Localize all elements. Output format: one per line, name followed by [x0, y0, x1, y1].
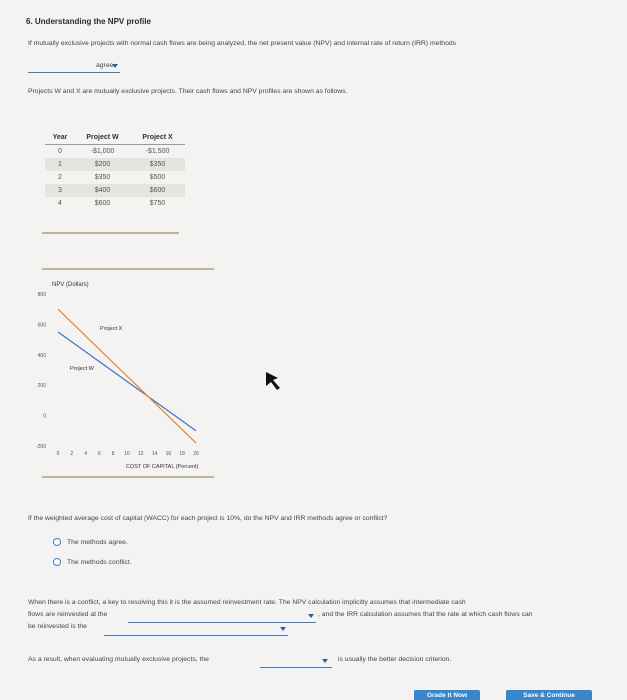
- series-line-project-w: [58, 332, 196, 431]
- column-header: Project W: [75, 134, 130, 145]
- x-tick-label: 6: [98, 451, 101, 457]
- x-tick-label: 14: [151, 451, 158, 457]
- x-tick-label: 16: [165, 451, 172, 457]
- result-suffix: is usually the better decision criterion.: [338, 656, 452, 663]
- conflict-line-2a: flows are reinvested at the: [28, 611, 108, 618]
- x-tick-label: 12: [138, 451, 144, 457]
- cursor-icon: [266, 372, 282, 392]
- chevron-down-icon: [280, 627, 286, 631]
- x-tick-label: 2: [70, 451, 74, 457]
- chevron-down-icon: [322, 659, 328, 663]
- reinvest-npv-dropdown[interactable]: [128, 611, 316, 623]
- series-line-project-x: [58, 309, 196, 443]
- conflict-line-3: be reinvested is the: [28, 623, 87, 630]
- x-tick-label: 8: [111, 451, 115, 457]
- npv-profile-chart: [30, 272, 230, 472]
- divider: [42, 476, 214, 478]
- conflict-line-2b: , and the IRR calculation assumes that the rate at which cash flows can: [318, 611, 533, 618]
- table-cell: $200: [75, 158, 130, 171]
- table-cell: -$1,000: [90, 147, 115, 155]
- option-label: The methods agree.: [67, 538, 128, 546]
- question-text: If the weighted average cost of capital (WACC) for each project is 10%, do the NPV and IRR methods agree or conflict?: [28, 515, 388, 522]
- y-tick-label: -200: [35, 444, 46, 450]
- grade-button[interactable]: Grade It Now: [414, 690, 480, 700]
- section-title: 6. Understanding the NPV profile: [26, 17, 151, 26]
- table-cell: $500: [149, 173, 166, 181]
- x-axis-label: COST OF CAPITAL (Percent): [126, 464, 199, 470]
- y-tick-label: 400: [37, 352, 46, 359]
- divider: [42, 268, 214, 270]
- x-tick-label: 18: [179, 451, 185, 457]
- intro-suffix: agree.: [96, 62, 116, 69]
- table-header-row: [45, 134, 185, 145]
- divider: [42, 232, 179, 234]
- option-agree[interactable]: [53, 538, 128, 546]
- table-cell: -$1,500: [145, 147, 170, 155]
- y-tick-label: 0: [43, 413, 46, 420]
- radio-button[interactable]: [53, 558, 61, 566]
- x-tick-label: 4: [84, 451, 87, 457]
- table-cell: 3: [45, 184, 75, 197]
- option-label: The methods conflict.: [67, 558, 132, 566]
- y-tick-label: 800: [37, 292, 46, 298]
- table-cell: 1: [45, 158, 75, 171]
- table-row: [45, 171, 185, 184]
- x-tick-label: 0: [56, 451, 60, 457]
- x-tick-label: 20: [193, 451, 199, 457]
- cash-flow-table: [45, 134, 185, 210]
- table-cell: 2: [58, 173, 62, 181]
- criterion-dropdown[interactable]: [260, 656, 332, 668]
- y-axis-label: NPV (Dollars): [52, 282, 89, 288]
- table-cell: $350: [130, 158, 185, 171]
- table-row: [45, 197, 185, 210]
- column-header: Project X: [130, 134, 185, 145]
- project-x-label: Project X: [100, 326, 123, 332]
- table-cell: $400: [75, 184, 130, 197]
- option-conflict[interactable]: [53, 558, 132, 566]
- column-header: Year: [45, 134, 75, 145]
- y-tick-label: 600: [37, 322, 46, 329]
- y-tick-label: 200: [37, 383, 46, 390]
- table-row: [45, 184, 185, 197]
- table-row: [45, 158, 185, 171]
- chevron-down-icon: [308, 614, 314, 618]
- project-w-label: Project W: [70, 366, 94, 372]
- x-tick-label: 10: [124, 451, 130, 457]
- table-row: [45, 145, 185, 158]
- reinvest-irr-dropdown[interactable]: [104, 624, 288, 636]
- radio-button[interactable]: [53, 538, 61, 546]
- intro-text: If mutually exclusive projects with normal cash flows are being analyzed, the net present value (NPV) and internal rate of return (IRR) methods: [28, 40, 457, 47]
- table-cell: $350: [94, 173, 111, 181]
- projects-text: Projects W and X are mutually exclusive projects. Their cash flows and NPV profiles are shown as follows.: [28, 88, 348, 95]
- table-cell: $750: [149, 199, 166, 207]
- result-prefix: As a result, when evaluating mutually exclusive projects, the: [28, 656, 209, 663]
- table-cell: $600: [130, 184, 185, 197]
- table-cell: 4: [58, 199, 62, 207]
- save-continue-button[interactable]: Save & Continue: [506, 690, 592, 700]
- table-cell: 0: [58, 147, 62, 155]
- conflict-line-1: When there is a conflict, a key to resolving this it is the assumed reinvestment rate. The NPV calculation implicitly assumes that intermediate cash: [28, 599, 466, 606]
- table-cell: $600: [94, 199, 111, 207]
